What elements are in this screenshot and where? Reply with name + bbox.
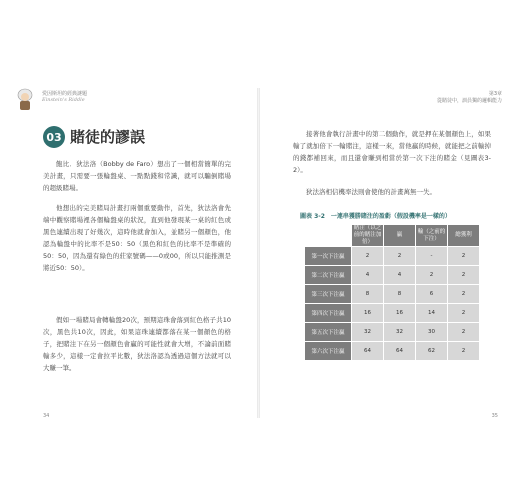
- table-caption: 圖表 3-2 一連串獲勝賭注的盈虧（假設機率是一樣的）: [300, 213, 451, 220]
- left-header-subtitle: Einstein's Riddle: [42, 97, 85, 103]
- cell: 2: [448, 323, 480, 342]
- table-row: [305, 266, 480, 285]
- cell: 4: [352, 266, 384, 285]
- table-row: [305, 247, 480, 266]
- cell: 8: [352, 285, 384, 304]
- left-header-title: 愛因斯坦的經典謎題: [42, 91, 88, 97]
- table-row: [305, 285, 480, 304]
- column-header: 輸（之前的下注）: [416, 225, 448, 247]
- table-header-row: [305, 225, 480, 247]
- cell: 16: [352, 304, 384, 323]
- cell: 2: [448, 266, 480, 285]
- book-gutter: [257, 88, 260, 418]
- row-label: 第一次下注贏: [305, 247, 352, 266]
- paragraph: 假如一場賭局會轉輪盤20次，預期這珠會落到紅色格子共10次，黑色共10次，因此，如果這珠連續都落在某一個顏色的格子，把賭注下在另一個顏色會贏的可能性就會大增，不論前面賭輸多少，這樣一定會拉平比數，狄法洛認為透過這個方法就可以大賺一筆。: [43, 316, 231, 372]
- cell: 2: [448, 342, 480, 361]
- table-row: [305, 323, 480, 342]
- cell: 2: [448, 247, 480, 266]
- cell: 32: [384, 323, 416, 342]
- cell: 2: [352, 247, 384, 266]
- table-row: [305, 304, 480, 323]
- paragraph: 飽比．狄法洛（Bobby de Faro）想出了一個相當簡單的完美計畫，只需要一張輪盤桌、一點點錢和常識，就可以騙倒賭場的超級賭場。: [43, 160, 231, 192]
- chapter-number-badge: 03: [43, 126, 65, 148]
- cell: 32: [352, 323, 384, 342]
- right-header-chapter: 第3章: [488, 91, 502, 97]
- row-label: 第四次下注贏: [305, 304, 352, 323]
- row-label: 第六次下注贏: [305, 342, 352, 361]
- cell: 2: [416, 266, 448, 285]
- column-header: 贏: [384, 225, 416, 247]
- right-page: [260, 88, 510, 418]
- table-corner: [305, 225, 352, 247]
- left-page: [10, 88, 254, 418]
- cell: 8: [384, 285, 416, 304]
- paragraph: 接著他會執行計畫中的第二個動作，就是押在某個顏色上，如果輸了就加倍下一輪賭注，這樣一來，當他贏的時候，就能把之前輸掉的錢都補回來，而且還會賺到相當於第一次下注的賭金（見圖表3-2）。: [293, 130, 491, 174]
- row-label: 第五次下注贏: [305, 323, 352, 342]
- table-row: [305, 342, 480, 361]
- einstein-avatar-icon: [16, 88, 34, 110]
- cell: 4: [384, 266, 416, 285]
- cell: 2: [448, 285, 480, 304]
- cell: 16: [384, 304, 416, 323]
- row-label: 第二次下注贏: [305, 266, 352, 285]
- cell: 14: [416, 304, 448, 323]
- book-spread: [0, 88, 520, 418]
- cell: 2: [384, 247, 416, 266]
- cell: 2: [448, 304, 480, 323]
- paragraph: 狄法洛相信機率法則會使他的計畫萬無一失。: [306, 188, 436, 196]
- cell: 6: [416, 285, 448, 304]
- cell: -: [416, 247, 448, 266]
- betting-table: [304, 224, 480, 361]
- chapter-title: 賭徒的謬誤: [70, 128, 146, 146]
- paragraph: 他想出的完美賭局計畫打兩個重要動作，首先，狄法洛會先端中觀察賭場裡各個輪盤桌的狀況，直到他發現某一桌的紅色或黑色連續出現了好幾次，這時他就會加入，並賭另一個顏色，他認為輪盤中的比率不是50：50（黑色和紅色的比率不是準確的50：50，因為還有綠色的莊家號碼——0或00，所以只能推測是將近50：50）。: [43, 204, 231, 272]
- cell: 64: [384, 342, 416, 361]
- right-header-subtitle: 從賭徒中，訓員獨的邏輯能力: [436, 98, 502, 104]
- row-label: 第三次下注贏: [305, 285, 352, 304]
- page-number: 34: [43, 413, 50, 419]
- cell: 30: [416, 323, 448, 342]
- page-number: 35: [491, 413, 498, 419]
- column-header: 賭注（以之前的賭注加倍）: [352, 225, 384, 247]
- column-header: 總獲利: [448, 225, 480, 247]
- cell: 62: [416, 342, 448, 361]
- cell: 64: [352, 342, 384, 361]
